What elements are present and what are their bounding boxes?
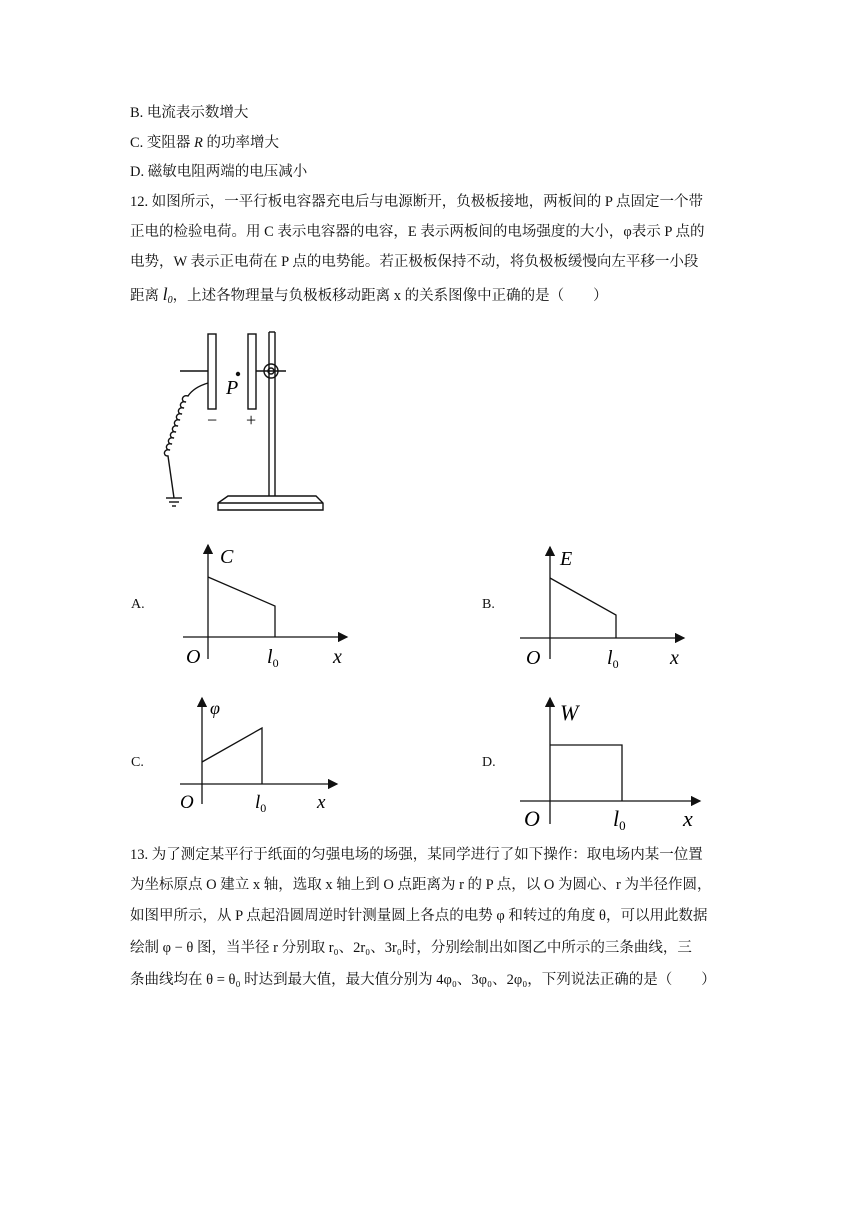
option-a-graph[interactable]: [175, 537, 365, 672]
origin-label: O: [524, 806, 540, 831]
q12-line-2: 正电的检验电荷。用 C 表示电容器的电容，E 表示两板间的电场强度的大小，φ表示 P 点的: [130, 224, 705, 240]
option-b-graph[interactable]: [512, 537, 702, 672]
q11-option-b: B. 电流表示数增大: [130, 105, 249, 121]
graph-curve: [202, 728, 262, 784]
l0-tick-label: $l_0$: [607, 647, 619, 671]
minus-sign: −: [207, 410, 218, 430]
x-axis-label: x: [683, 806, 693, 831]
q13-line-5: 条曲线均在 θ = θ₀ 时达到最大值，最大值分别为 4φ₀、3φ₀、2φ₀，下列说法正确的是（ ）: [130, 972, 716, 988]
q13-line-4: 绘制 φ − θ 图，当半径 r 分别取 r₀、2r₀、3r₀时，分别绘制出如图乙中所示的三条曲线，三: [130, 940, 692, 956]
negative-plate: [208, 334, 216, 409]
q12-line-4-a: 距离: [130, 288, 163, 304]
l0-letter: l: [162, 284, 168, 304]
l0-sub: 0: [167, 295, 173, 306]
x-axis-label: x: [333, 646, 342, 668]
q11-option-c-prefix: C. 变阻器: [130, 135, 195, 151]
q11-option-c-var: R: [194, 135, 203, 151]
graph-curve: [550, 578, 616, 638]
y-axis-label: φ: [210, 698, 220, 718]
option-c-label[interactable]: C.: [131, 755, 144, 770]
q13-line-2: 为坐标原点 O 建立 x 轴，选取 x 轴上到 O 点距离为 r 的 P 点，以 O 为圆心、r 为半径作圆，: [130, 877, 712, 893]
origin-label: O: [526, 647, 541, 669]
q12-l0-symbol: [163, 284, 173, 304]
capacitor-apparatus-figure: [150, 328, 340, 518]
origin-label: O: [186, 646, 201, 668]
option-c-graph[interactable]: [172, 690, 352, 820]
y-axis-label: W: [560, 700, 579, 725]
q12-line-3: 电势，W 表示正电荷在 P 点的电势能。若正极板保持不动，将负极板缓慢向左平移一小段: [130, 254, 699, 270]
origin-label: O: [180, 792, 194, 813]
q12-line-1: 12. 如图所示，一平行板电容器充电后与电源断开，负极板接地，两板间的 P 点固定一个带: [130, 194, 704, 210]
x-axis-label: x: [670, 647, 679, 669]
y-axis-label: E: [560, 548, 573, 570]
positive-plate: [248, 334, 256, 409]
point-p-dot: [236, 372, 240, 376]
q11-option-c: [130, 133, 279, 153]
q11-option-d: D. 磁敏电阻两端的电压减小: [130, 164, 308, 180]
option-d-graph[interactable]: [512, 692, 712, 832]
q12-line-4: [130, 284, 608, 311]
point-p-label: P: [226, 377, 239, 399]
q12-line-4-b: ，上述各物理量与负极板移动距离 x 的关系图像中正确的是（ ）: [172, 288, 608, 304]
l0-tick-label: l0: [613, 806, 626, 832]
x-axis-label: x: [317, 792, 326, 813]
q13-line-3: 如图甲所示，从 P 点起沿圆周逆时针测量圆上各点的电势 φ 和转过的角度 θ，可以用此数据: [130, 908, 708, 924]
q13-line-1: 13. 为了测定某平行于纸面的匀强电场的场强，某同学进行了如下操作：取电场内某一位置: [130, 847, 703, 863]
option-d-label[interactable]: D.: [482, 755, 496, 770]
ground-spring-wire: [164, 383, 208, 498]
option-b-label[interactable]: B.: [482, 597, 495, 612]
graph-curve: [550, 745, 622, 801]
l0-tick-label: $l_0$: [267, 646, 279, 670]
plus-sign: +: [246, 410, 257, 430]
graph-curve: [208, 577, 275, 637]
q11-option-c-suffix: 的功率增大: [202, 135, 280, 151]
l0-tick-label: $l_0$: [255, 792, 267, 815]
y-axis-label: C: [220, 546, 234, 568]
option-a-label[interactable]: A.: [131, 597, 145, 612]
